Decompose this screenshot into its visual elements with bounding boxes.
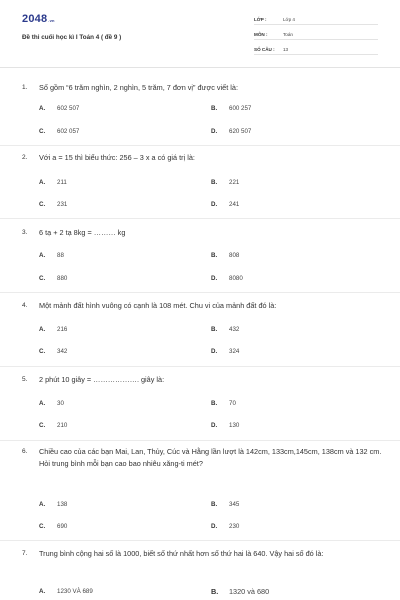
question-divider bbox=[0, 540, 400, 541]
exam-title: Đề thi cuối học kì I Toán 4 ( đề 9 ) bbox=[22, 34, 122, 41]
option-letter: A. bbox=[39, 588, 46, 595]
question-divider bbox=[0, 292, 400, 293]
question-text: Số gồm “6 trăm nghìn, 2 nghìn, 5 trăm, 7 đơn vị” được viết là: bbox=[39, 83, 238, 92]
option-letter: C. bbox=[39, 128, 46, 135]
question-number: 4. bbox=[22, 302, 28, 309]
question-text: Một mảnh đất hình vuông có cạnh là 108 mét. Chu vi của mảnh đất đó là: bbox=[39, 301, 277, 310]
question-text: Với a = 15 thì biểu thức: 256 – 3 x a có giá trị là: bbox=[39, 153, 195, 162]
option-value: 241 bbox=[229, 201, 240, 208]
option-value: 1320 và 680 bbox=[229, 587, 270, 596]
logo-text: 2048 bbox=[22, 13, 48, 25]
question-number: 3. bbox=[22, 229, 28, 236]
option-value: 70 bbox=[229, 400, 236, 407]
option-value: 345 bbox=[229, 501, 240, 508]
question-text: 2 phút 10 giây = ………………. giây là: bbox=[39, 375, 165, 384]
option-value: 690 bbox=[57, 523, 68, 530]
question-text: Chiều cao của các bạn Mai, Lan, Thủy, Cúc và Hằng lần lượt là 142cm, 133cm,145cm, 138cm và 132 cm. Hỏi trung bình mỗi bạn cao bao nhiêu xăng-ti mét? bbox=[39, 447, 382, 468]
site-logo[interactable] bbox=[22, 13, 55, 25]
option-value: 602 057 bbox=[57, 128, 80, 135]
question-divider bbox=[0, 440, 400, 441]
option-value: 210 bbox=[57, 422, 68, 429]
option-letter: B. bbox=[211, 501, 218, 508]
meta-label: MÔN : bbox=[254, 32, 268, 37]
meta-value: Lớp 4 bbox=[283, 17, 295, 22]
question-number: 2. bbox=[22, 154, 28, 161]
option-letter: D. bbox=[211, 201, 218, 208]
option-letter: D. bbox=[211, 422, 218, 429]
question-text: 6 tạ + 2 tạ 8kg = ……… kg bbox=[39, 228, 126, 237]
option-value: 230 bbox=[229, 523, 240, 530]
option-letter: A. bbox=[39, 326, 46, 333]
option-value: 324 bbox=[229, 348, 240, 355]
option-letter: A. bbox=[39, 501, 46, 508]
question-number: 1. bbox=[22, 84, 28, 91]
meta-value: Toán bbox=[283, 32, 293, 37]
option-value: 30 bbox=[57, 400, 64, 407]
option-value: 211 bbox=[57, 179, 67, 186]
logo-suffix: .vn bbox=[48, 18, 55, 23]
option-value: 1230 VÀ 689 bbox=[57, 588, 93, 595]
option-value: 138 bbox=[57, 501, 68, 508]
option-value: 808 bbox=[229, 252, 240, 259]
option-letter: B. bbox=[211, 179, 218, 186]
meta-subject bbox=[254, 29, 378, 40]
option-letter: D. bbox=[211, 128, 218, 135]
option-letter: C. bbox=[39, 275, 46, 282]
option-value: 8080 bbox=[229, 275, 243, 282]
option-value: 231 bbox=[57, 201, 68, 208]
question-divider bbox=[0, 366, 400, 367]
meta-value: 13 bbox=[283, 47, 289, 52]
option-letter: B. bbox=[211, 252, 218, 259]
option-value: 600 257 bbox=[229, 105, 252, 112]
header-divider bbox=[0, 67, 400, 68]
option-letter: D. bbox=[211, 523, 218, 530]
option-value: 88 bbox=[57, 252, 64, 259]
option-value: 602 507 bbox=[57, 105, 80, 112]
option-letter: C. bbox=[39, 348, 46, 355]
exam-header bbox=[0, 0, 400, 60]
option-letter: B. bbox=[211, 105, 218, 112]
option-letter: A. bbox=[39, 105, 46, 112]
option-letter: C. bbox=[39, 201, 46, 208]
option-letter: B. bbox=[211, 326, 218, 333]
meta-class bbox=[254, 14, 378, 25]
question-text: Trung bình cộng hai số là 1000, biết số thứ nhất hơn số thứ hai là 640. Vậy hai số đó là: bbox=[39, 549, 324, 558]
option-letter: A. bbox=[39, 400, 46, 407]
option-letter: C. bbox=[39, 422, 46, 429]
question-divider bbox=[0, 218, 400, 219]
option-value: 216 bbox=[57, 326, 68, 333]
option-letter: D. bbox=[211, 275, 218, 282]
meta-label: SỐ CÂU : bbox=[254, 47, 275, 52]
option-letter: B. bbox=[211, 587, 219, 596]
meta-question-count bbox=[254, 44, 378, 55]
question-number: 7. bbox=[22, 550, 28, 557]
option-letter: D. bbox=[211, 348, 218, 355]
option-value: 620 507 bbox=[229, 128, 252, 135]
option-letter: C. bbox=[39, 523, 46, 530]
option-letter: B. bbox=[211, 400, 218, 407]
question-divider bbox=[0, 145, 400, 146]
meta-label: LỚP : bbox=[254, 17, 267, 22]
option-letter: A. bbox=[39, 179, 46, 186]
option-value: 342 bbox=[57, 348, 68, 355]
question-number: 5. bbox=[22, 376, 28, 383]
question-number: 6. bbox=[22, 448, 28, 455]
option-value: 432 bbox=[229, 326, 240, 333]
option-value: 130 bbox=[229, 422, 240, 429]
option-value: 880 bbox=[57, 275, 68, 282]
option-value: 221 bbox=[229, 179, 240, 186]
option-letter: A. bbox=[39, 252, 46, 259]
